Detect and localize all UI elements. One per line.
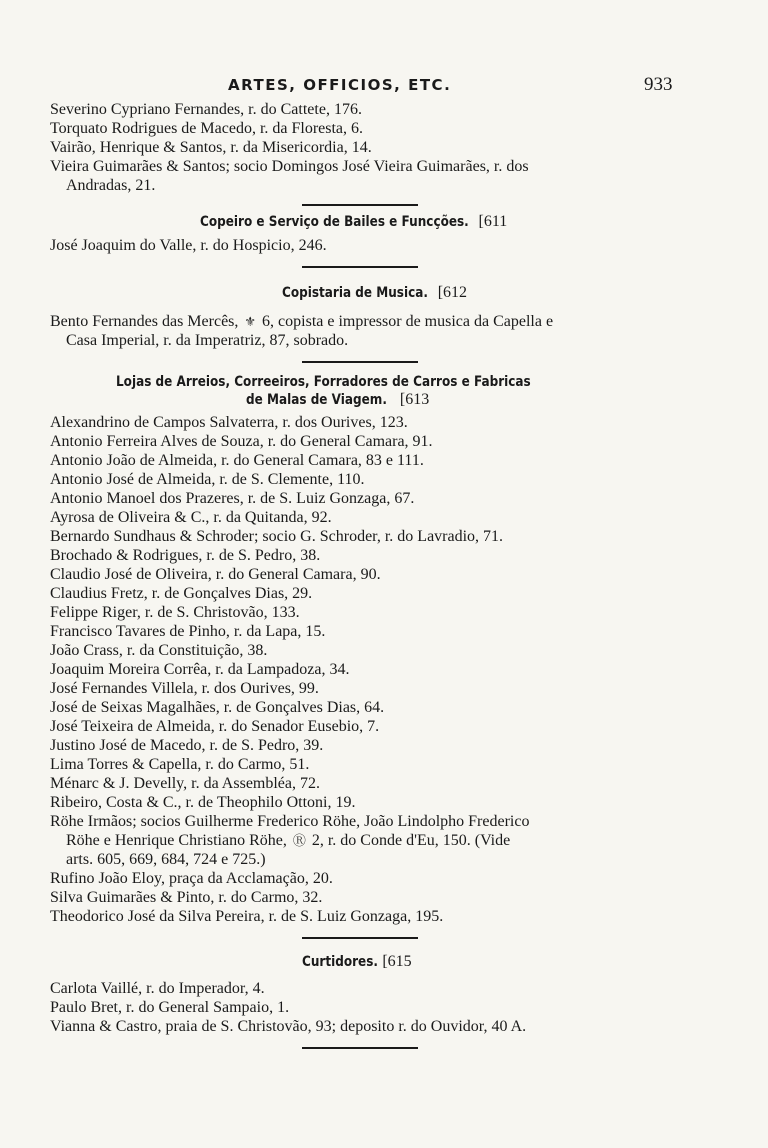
list-item: Torquato Rodrigues de Macedo, r. da Floresta, 6.	[50, 120, 364, 137]
list-item: Paulo Bret, r. do General Sampaio, 1.	[50, 999, 290, 1016]
section-divider	[302, 266, 418, 268]
list-item: Justino José de Macedo, r. de S. Pedro, 39.	[50, 737, 324, 754]
list-item: Francisco Tavares de Pinho, r. da Lapa, 15.	[50, 623, 326, 640]
section-divider	[302, 1047, 418, 1049]
list-item: Claudius Fretz, r. de Gonçalves Dias, 29.	[50, 585, 313, 602]
list-item: Joaquim Moreira Corrêa, r. da Lampadoza, 34.	[50, 661, 350, 678]
list-item: Ayrosa de Oliveira & C., r. da Quitanda, 92.	[50, 509, 332, 526]
list-item: Bernardo Sundhaus & Schroder; socio G. Schroder, r. do Lavradio, 71.	[50, 528, 504, 545]
list-item: Silva Guimarães & Pinto, r. do Carmo, 32.	[50, 889, 323, 906]
list-item: Theodorico José da Silva Pereira, r. de S. Luiz Gonzaga, 195.	[50, 908, 444, 925]
section-heading-copistaria: Copistaria de Musica. [612	[282, 284, 468, 301]
list-item: Bento Fernandes das Mercês, ⚜ 6, copista e impressor de musica da Capella e	[50, 313, 554, 330]
list-item: Severino Cypriano Fernandes, r. do Cattete, 176.	[50, 101, 362, 118]
list-item: João Crass, r. da Constituição, 38.	[50, 642, 268, 659]
list-item: Röhe Irmãos; socios Guilherme Frederico Röhe, João Lindolpho Frederico	[50, 813, 530, 830]
list-item: José Fernandes Villela, r. dos Ourives, 99.	[50, 680, 319, 697]
section-heading-arreios: Lojas de Arreios, Correeiros, Forradores de Carros e Fabricas	[116, 374, 531, 390]
list-item: Ménarc & J. Develly, r. da Assembléa, 72.	[50, 775, 321, 792]
section-divider	[302, 204, 418, 206]
list-item-continuation: Andradas, 21.	[66, 177, 156, 194]
section-heading-copeiro: Copeiro e Serviço de Bailes e Funcções. [611	[200, 213, 508, 230]
list-item: Vianna & Castro, praia de S. Christovão, 93; deposito r. do Ouvidor, 40 A.	[50, 1018, 527, 1035]
list-item: Ribeiro, Costa & C., r. de Theophilo Ottoni, 19.	[50, 794, 356, 811]
list-item: José Joaquim do Valle, r. do Hospicio, 246.	[50, 237, 327, 254]
list-item: Lima Torres & Capella, r. do Carmo, 51.	[50, 756, 310, 773]
list-item: Antonio José de Almeida, r. de S. Clemente, 110.	[50, 471, 365, 488]
registered-mark-icon: Ⓡ	[292, 833, 306, 848]
list-item: Vieira Guimarães & Santos; socio Domingos José Vieira Guimarães, r. dos	[50, 158, 529, 175]
list-item-continuation: Casa Imperial, r. da Imperatriz, 87, sobrado.	[66, 332, 349, 349]
list-item: Carlota Vaillé, r. do Imperador, 4.	[50, 980, 265, 997]
list-item-continuation: Röhe e Henrique Christiano Röhe, Ⓡ 2, r. do Conde d'Eu, 150. (Vide	[66, 832, 511, 849]
list-item: Alexandrino de Campos Salvaterra, r. dos Ourives, 123.	[50, 414, 408, 431]
page-number: 933	[644, 74, 673, 95]
list-item: Brochado & Rodrigues, r. de S. Pedro, 38.	[50, 547, 321, 564]
imperial-crown-icon: ⚜	[244, 314, 257, 329]
list-item: Felippe Riger, r. de S. Christovão, 133.	[50, 604, 300, 621]
page-header	[0, 76, 768, 98]
list-item: Antonio Ferreira Alves de Souza, r. do General Camara, 91.	[50, 433, 433, 450]
list-item: Claudio José de Oliveira, r. do General Camara, 90.	[50, 566, 381, 583]
section-divider	[302, 361, 418, 363]
list-item-continuation: arts. 605, 669, 684, 724 e 725.)	[66, 851, 266, 868]
list-item: Vairão, Henrique & Santos, r. da Misericordia, 14.	[50, 139, 372, 156]
section-divider	[302, 937, 418, 939]
list-item: Antonio João de Almeida, r. do General Camara, 83 e 111.	[50, 452, 424, 469]
section-heading-arreios-line2: de Malas de Viagem. [613	[246, 391, 430, 408]
list-item: Antonio Manoel dos Prazeres, r. de S. Luiz Gonzaga, 67.	[50, 490, 415, 507]
running-title: ARTES, OFFICIOS, ETC.	[228, 76, 452, 94]
list-item: José Teixeira de Almeida, r. do Senador Eusebio, 7.	[50, 718, 380, 735]
section-heading-curtidores: Curtidores. [615	[302, 953, 412, 970]
list-item: José de Seixas Magalhães, r. de Gonçalves Dias, 64.	[50, 699, 385, 716]
list-item: Rufino João Eloy, praça da Acclamação, 20.	[50, 870, 333, 887]
